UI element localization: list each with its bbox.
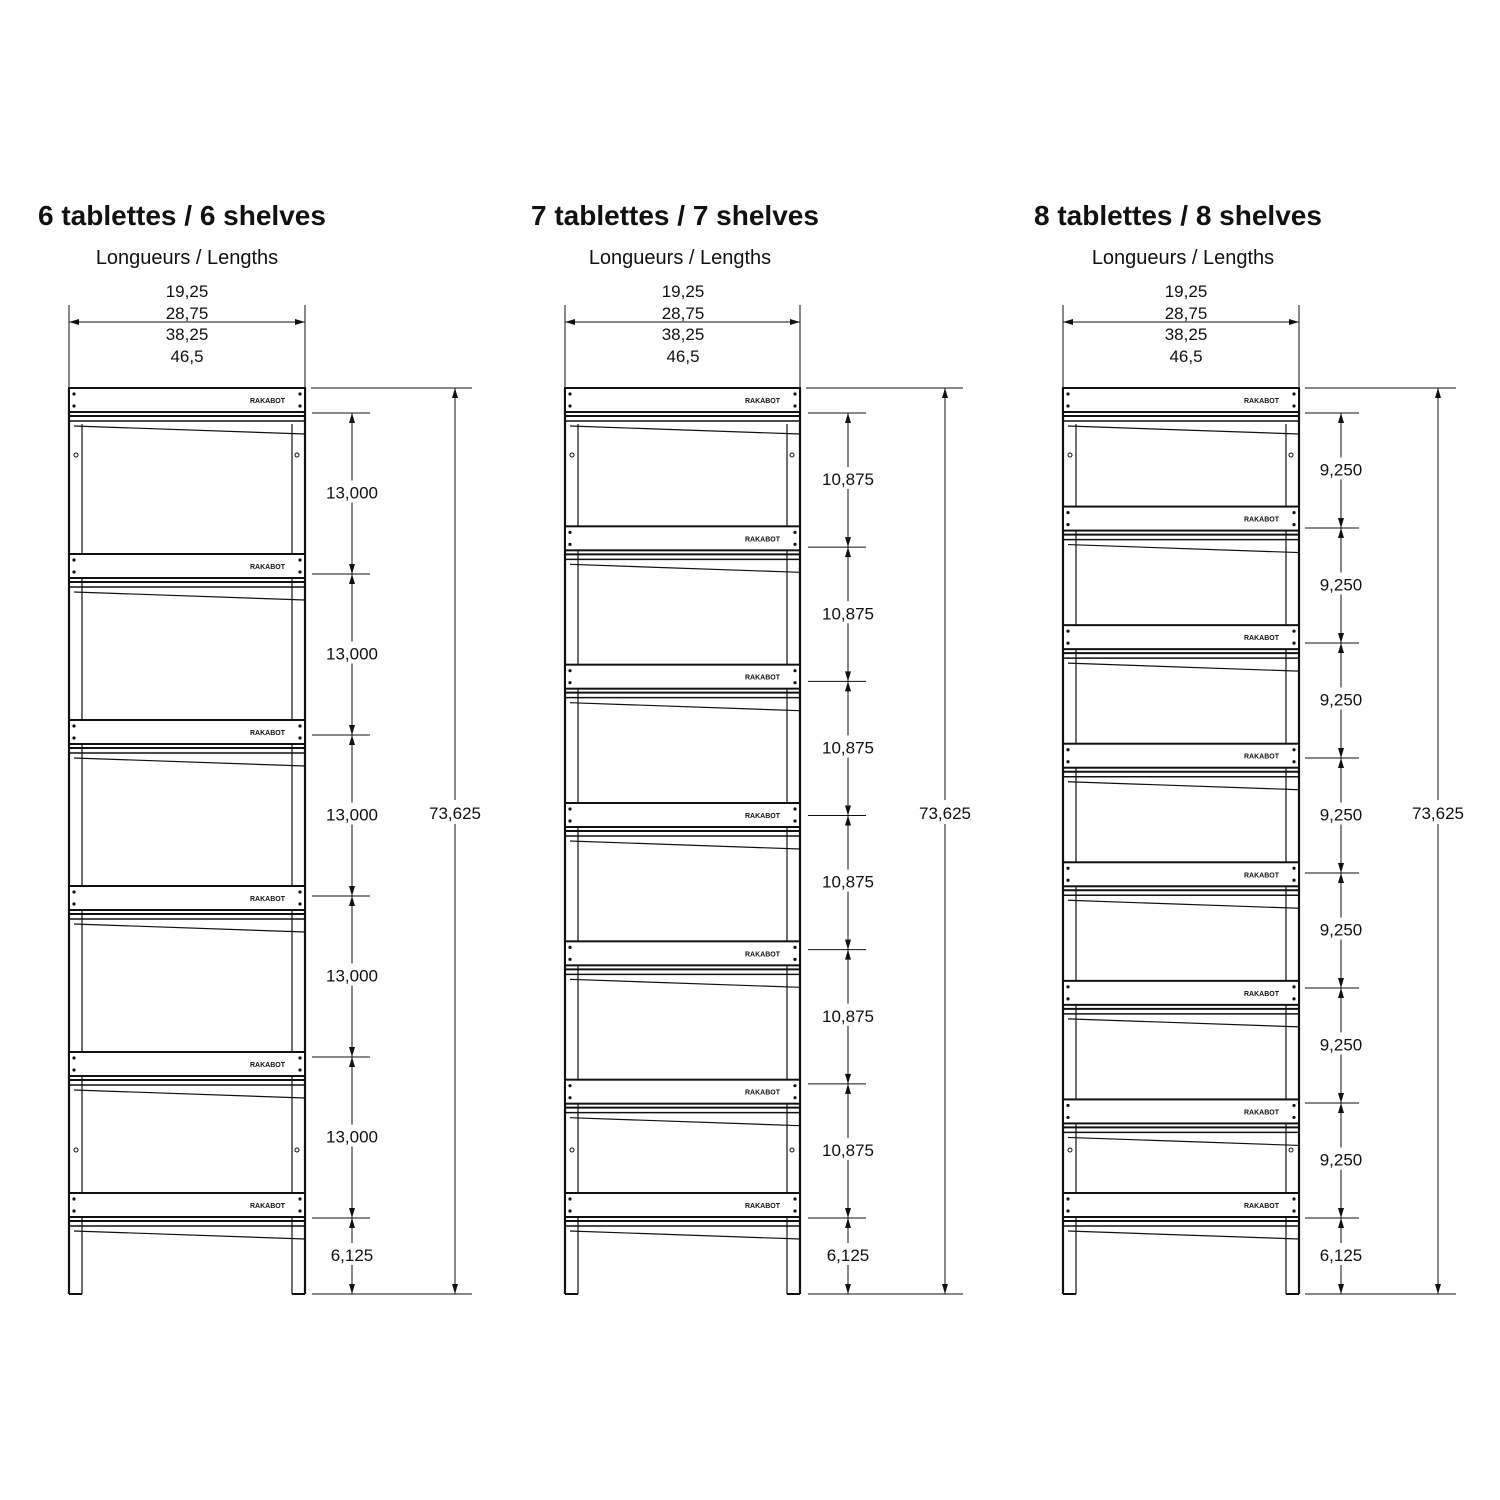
shelf <box>565 1193 800 1243</box>
arrowhead <box>349 1047 355 1057</box>
arrowhead <box>1063 319 1073 325</box>
brace <box>1068 545 1299 553</box>
spacing-label: 10,875 <box>822 604 874 624</box>
diagram-2-subtitle: Longueurs / Lengths <box>588 247 772 269</box>
brand-label: RAKABOT <box>745 536 780 544</box>
screw-icon <box>1292 997 1295 1000</box>
arrowhead <box>1435 1284 1441 1294</box>
screw-icon <box>1066 879 1069 882</box>
screw-icon <box>793 543 796 546</box>
diagram-2-title: 7 tablettes / 7 shelves <box>531 200 819 231</box>
screw-icon <box>568 958 571 961</box>
spacing-label: 6,125 <box>1319 1246 1363 1265</box>
width-label: 19,25 <box>1164 282 1208 301</box>
screw-icon <box>72 558 75 561</box>
arrowhead <box>1338 1093 1344 1103</box>
screw-icon <box>568 669 571 672</box>
hole-icon <box>295 1148 299 1152</box>
hole-icon <box>295 453 299 457</box>
shelf <box>69 554 305 604</box>
brand-label: RAKABOT <box>745 398 780 405</box>
screw-icon <box>568 819 571 822</box>
width-label: 46,5 <box>1169 346 1203 366</box>
diagram-3-subtitle: Longueurs / Lengths <box>1091 247 1275 269</box>
total-height-label: 73,625 <box>429 804 481 823</box>
arrowhead <box>845 1084 851 1094</box>
screw-icon <box>1292 867 1295 870</box>
hole-icon <box>790 1148 794 1152</box>
arrowhead <box>1338 863 1344 873</box>
screw-icon <box>793 1096 796 1099</box>
screw-icon <box>72 902 75 905</box>
spacing-label: 13,000 <box>326 966 378 986</box>
arrowhead <box>1338 528 1344 538</box>
spacing-label: 13,000 <box>326 644 378 664</box>
brand-label: RAKABOT <box>250 1203 285 1210</box>
screw-icon <box>298 570 301 573</box>
brand-label: RAKABOT <box>1244 990 1279 998</box>
screw-icon <box>568 946 571 949</box>
brand-label: RAKABOT <box>745 951 780 959</box>
arrowhead <box>349 1057 355 1067</box>
shelf <box>565 1080 800 1130</box>
shelf <box>1063 1099 1299 1149</box>
arrowhead <box>349 1208 355 1218</box>
brace <box>570 1118 800 1126</box>
screw-icon <box>1292 642 1295 645</box>
spacing-label: 9,250 <box>1319 920 1363 940</box>
arrowhead <box>295 319 305 325</box>
brace <box>74 1090 305 1098</box>
screw-icon <box>1066 630 1069 633</box>
screw-icon <box>1066 392 1069 395</box>
brace <box>1068 782 1299 790</box>
screw-icon <box>1066 1104 1069 1107</box>
shelf-unit-1 <box>69 305 485 1294</box>
screw-icon <box>298 1209 301 1212</box>
spacing-label: 10,875 <box>822 1006 874 1026</box>
brace <box>74 1231 305 1239</box>
spacing-label: 10,875 <box>822 1140 874 1160</box>
shelf <box>565 388 800 438</box>
arrowhead <box>845 681 851 691</box>
width-label: 28,75 <box>1164 303 1208 323</box>
arrowhead <box>845 816 851 826</box>
hole-icon <box>74 453 78 457</box>
shelf <box>565 941 800 991</box>
screw-icon <box>793 681 796 684</box>
screw-icon <box>1292 1197 1295 1200</box>
screw-icon <box>1292 511 1295 514</box>
screw-icon <box>1066 511 1069 514</box>
screw-icon <box>72 1197 75 1200</box>
brace <box>570 426 800 434</box>
brace <box>570 1231 800 1239</box>
screw-icon <box>72 890 75 893</box>
arrowhead <box>790 319 800 325</box>
shelf <box>1063 862 1299 912</box>
arrowhead <box>845 671 851 681</box>
screw-icon <box>568 404 571 407</box>
screw-icon <box>793 392 796 395</box>
screw-icon <box>793 1209 796 1212</box>
arrowhead <box>845 547 851 557</box>
spacing-label: 9,250 <box>1319 1035 1363 1055</box>
spacing-label: 13,000 <box>326 483 378 503</box>
spacing-label: 10,875 <box>822 738 874 758</box>
screw-icon <box>72 1068 75 1071</box>
screw-icon <box>793 958 796 961</box>
shelf-unit-3 <box>1063 305 1468 1294</box>
spacing-label: 6,125 <box>330 1246 374 1265</box>
shelf <box>565 665 800 715</box>
screw-icon <box>568 531 571 534</box>
screw-icon <box>793 946 796 949</box>
hole-icon <box>570 453 574 457</box>
diagram-3-title: 8 tablettes / 8 shelves <box>1034 200 1322 231</box>
arrowhead <box>1338 413 1344 423</box>
shelf <box>1063 744 1299 794</box>
brand-label: RAKABOT <box>745 1089 780 1097</box>
arrowhead <box>349 735 355 745</box>
screw-icon <box>568 1096 571 1099</box>
hole-icon <box>74 1148 78 1152</box>
width-label: 38,25 <box>165 325 209 344</box>
screw-icon <box>1066 1116 1069 1119</box>
arrowhead <box>1338 758 1344 768</box>
arrowhead <box>1338 748 1344 758</box>
total-height-label: 73,625 <box>1412 804 1464 823</box>
screw-icon <box>568 1209 571 1212</box>
hole-icon <box>1068 1148 1072 1152</box>
shelf <box>565 526 800 576</box>
screw-icon <box>298 736 301 739</box>
arrowhead <box>565 319 575 325</box>
arrowhead <box>1338 1103 1344 1113</box>
screw-icon <box>793 1197 796 1200</box>
spacing-label: 9,250 <box>1319 575 1363 595</box>
screw-icon <box>1066 404 1069 407</box>
screw-icon <box>793 404 796 407</box>
screw-icon <box>1292 748 1295 751</box>
width-label: 46,5 <box>170 346 204 366</box>
screw-icon <box>1292 1209 1295 1212</box>
screw-icon <box>793 669 796 672</box>
screw-icon <box>568 681 571 684</box>
screw-icon <box>1292 404 1295 407</box>
spacing-label: 10,875 <box>822 872 874 892</box>
brace <box>74 426 305 434</box>
arrowhead <box>1338 1284 1344 1294</box>
width-label: 46,5 <box>666 346 700 366</box>
shelf <box>1063 625 1299 675</box>
shelf <box>1063 1193 1299 1243</box>
screw-icon <box>298 724 301 727</box>
screw-icon <box>1066 523 1069 526</box>
brand-label: RAKABOT <box>250 1062 285 1069</box>
width-label: 38,25 <box>661 325 705 344</box>
screw-icon <box>568 392 571 395</box>
spacing-dimensions <box>312 413 382 1294</box>
shelf-unit-2 <box>565 305 975 1294</box>
shelf <box>1063 388 1299 438</box>
shelf <box>69 886 305 936</box>
brace <box>1068 1231 1299 1239</box>
screw-icon <box>72 570 75 573</box>
brace <box>570 841 800 849</box>
arrowhead <box>1338 978 1344 988</box>
arrowhead <box>1338 988 1344 998</box>
brand-label: RAKABOT <box>250 896 285 903</box>
spacing-label: 13,000 <box>326 1127 378 1147</box>
brand-label: RAKABOT <box>1244 516 1279 524</box>
brace <box>1068 1137 1299 1145</box>
screw-icon <box>793 531 796 534</box>
shelf <box>1063 507 1299 557</box>
screw-icon <box>298 890 301 893</box>
screw-icon <box>298 1197 301 1200</box>
brace <box>1068 663 1299 671</box>
arrowhead <box>845 1218 851 1228</box>
spacing-label: 13,000 <box>326 805 378 825</box>
shelf <box>1063 981 1299 1031</box>
spacing-label: 9,250 <box>1319 460 1363 480</box>
hole-icon <box>1289 453 1293 457</box>
brace <box>570 703 800 711</box>
brand-label: RAKABOT <box>1244 1109 1279 1117</box>
screw-icon <box>568 1197 571 1200</box>
brand-label: RAKABOT <box>1244 635 1279 643</box>
shelf <box>565 803 800 853</box>
screw-icon <box>1066 1209 1069 1212</box>
screw-icon <box>72 1209 75 1212</box>
screw-icon <box>298 404 301 407</box>
brand-label: RAKABOT <box>250 730 285 737</box>
arrowhead <box>69 319 79 325</box>
arrowhead <box>845 537 851 547</box>
screw-icon <box>1292 985 1295 988</box>
arrowhead <box>845 413 851 423</box>
arrowhead <box>1338 1218 1344 1228</box>
brand-label: RAKABOT <box>1244 398 1279 405</box>
arrowhead <box>845 1074 851 1084</box>
screw-icon <box>793 1084 796 1087</box>
screw-icon <box>1292 760 1295 763</box>
arrowhead <box>349 886 355 896</box>
spacing-dimensions <box>808 413 878 1294</box>
screw-icon <box>1292 630 1295 633</box>
screw-icon <box>568 807 571 810</box>
hole-icon <box>790 453 794 457</box>
brace <box>74 758 305 766</box>
screw-icon <box>298 902 301 905</box>
diagram-1-widths <box>166 281 209 367</box>
arrowhead <box>1289 319 1299 325</box>
screw-icon <box>568 1084 571 1087</box>
brand-label: RAKABOT <box>1244 872 1279 880</box>
screw-icon <box>72 724 75 727</box>
brand-label: RAKABOT <box>1244 1203 1279 1210</box>
brand-label: RAKABOT <box>250 398 285 405</box>
arrowhead <box>845 940 851 950</box>
arrowhead <box>845 806 851 816</box>
arrowhead <box>452 388 458 398</box>
screw-icon <box>1066 748 1069 751</box>
width-label: 28,75 <box>165 303 209 323</box>
screw-icon <box>1292 1104 1295 1107</box>
arrowhead <box>1338 1208 1344 1218</box>
spacing-label: 9,250 <box>1319 690 1363 710</box>
arrowhead <box>452 1284 458 1294</box>
arrowhead <box>942 388 948 398</box>
shelf <box>69 1193 305 1243</box>
brace <box>1068 1019 1299 1027</box>
arrowhead <box>845 1284 851 1294</box>
screw-icon <box>298 1068 301 1071</box>
brace <box>570 979 800 987</box>
arrowhead <box>1338 643 1344 653</box>
shelf <box>69 720 305 770</box>
spacing-label: 6,125 <box>826 1246 870 1265</box>
screw-icon <box>298 392 301 395</box>
arrowhead <box>349 896 355 906</box>
screw-icon <box>1066 760 1069 763</box>
brand-label: RAKABOT <box>1244 753 1279 761</box>
brand-label: RAKABOT <box>745 1203 780 1210</box>
screw-icon <box>72 736 75 739</box>
screw-icon <box>72 404 75 407</box>
screw-icon <box>1292 1116 1295 1119</box>
screw-icon <box>72 1056 75 1059</box>
screw-icon <box>1066 997 1069 1000</box>
arrowhead <box>349 725 355 735</box>
hole-icon <box>1289 1148 1293 1152</box>
diagram-1-title: 6 tablettes / 6 shelves <box>38 200 326 231</box>
brace <box>74 592 305 600</box>
screw-icon <box>1292 879 1295 882</box>
screw-icon <box>298 558 301 561</box>
brand-label: RAKABOT <box>250 564 285 571</box>
brace <box>1068 900 1299 908</box>
arrowhead <box>349 574 355 584</box>
diagram-2-widths <box>662 281 705 367</box>
arrowhead <box>349 1284 355 1294</box>
width-label: 38,25 <box>1164 325 1208 344</box>
screw-icon <box>568 543 571 546</box>
screw-icon <box>1066 1197 1069 1200</box>
arrowhead <box>1338 633 1344 643</box>
spacing-label: 9,250 <box>1319 1150 1363 1170</box>
screw-icon <box>1292 392 1295 395</box>
spacing-dimensions <box>1305 413 1371 1294</box>
diagram-1-subtitle: Longueurs / Lengths <box>95 247 279 269</box>
width-label: 19,25 <box>165 282 209 301</box>
brand-label: RAKABOT <box>745 813 780 820</box>
screw-icon <box>1066 985 1069 988</box>
brand-label: RAKABOT <box>745 674 780 682</box>
arrowhead <box>1338 873 1344 883</box>
spacing-label: 10,875 <box>822 470 874 490</box>
arrowhead <box>1435 388 1441 398</box>
screw-icon <box>1066 867 1069 870</box>
brace <box>1068 426 1299 434</box>
screw-icon <box>1066 642 1069 645</box>
brace <box>570 564 800 572</box>
width-label: 19,25 <box>661 282 705 301</box>
total-height-dimension <box>311 388 485 1294</box>
screw-icon <box>72 392 75 395</box>
spacing-label: 9,250 <box>1319 805 1363 825</box>
hole-icon <box>570 1148 574 1152</box>
diagram-3-widths <box>1165 281 1208 367</box>
total-height-label: 73,625 <box>919 804 971 823</box>
screw-icon <box>793 807 796 810</box>
arrowhead <box>349 564 355 574</box>
screw-icon <box>298 1056 301 1059</box>
shelf <box>69 1052 305 1102</box>
hole-icon <box>1068 453 1072 457</box>
arrowhead <box>1338 518 1344 528</box>
shelf <box>69 388 305 438</box>
arrowhead <box>349 413 355 423</box>
arrowhead <box>845 1208 851 1218</box>
screw-icon <box>793 819 796 822</box>
arrowhead <box>349 1218 355 1228</box>
width-label: 28,75 <box>661 303 705 323</box>
screw-icon <box>1292 523 1295 526</box>
arrowhead <box>845 950 851 960</box>
arrowhead <box>942 1284 948 1294</box>
brace <box>74 924 305 932</box>
